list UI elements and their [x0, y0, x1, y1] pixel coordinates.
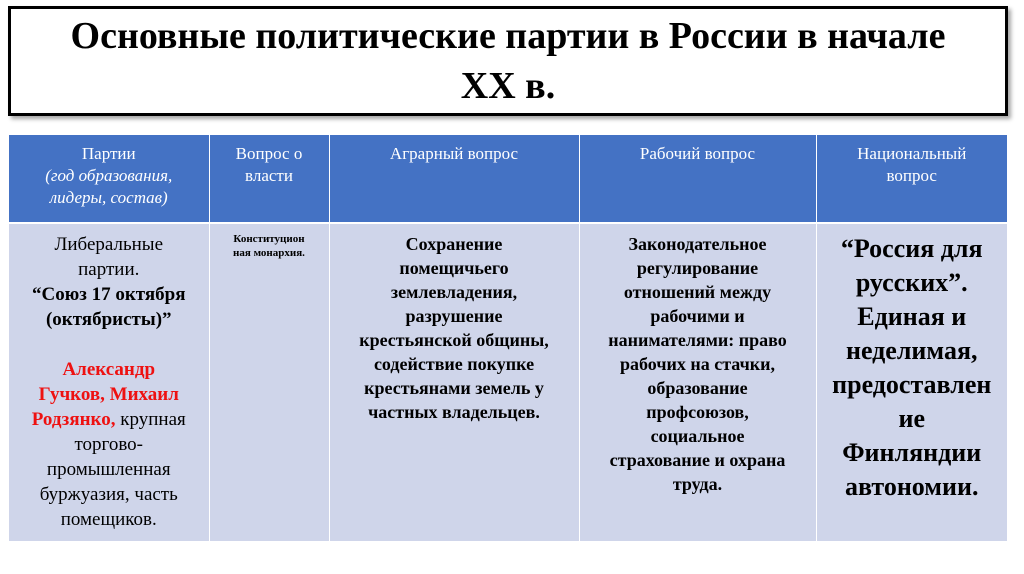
national-line: автономии. [845, 472, 979, 501]
title-line-2: XX в. [460, 65, 556, 107]
header-national [816, 135, 1007, 223]
power-line: Конституцион [233, 233, 305, 245]
cell-national [816, 223, 1007, 541]
leaders-line: Родзянко, [31, 409, 116, 430]
national-line: русских”. [855, 268, 968, 297]
agrarian-line: землевладения, [390, 282, 518, 302]
cell-party [9, 223, 209, 541]
header-power [209, 135, 329, 223]
header-labor [579, 135, 816, 223]
party-line: Либеральные [54, 234, 164, 255]
table-header-row [9, 135, 1007, 223]
national-line: неделимая, [845, 336, 978, 365]
composition-line: промышленная [46, 459, 171, 480]
party-name-line: (октябристы)” [45, 309, 172, 330]
cell-labor [579, 223, 816, 541]
title-box [8, 6, 1008, 116]
labor-line: труда. [672, 474, 723, 494]
labor-line: регулирование [636, 258, 759, 278]
header-party [9, 135, 209, 223]
labor-line: Законодательное [628, 234, 767, 254]
leaders-composition-line [15, 407, 203, 432]
agrarian-line: Сохранение [405, 234, 503, 254]
cell-power [209, 223, 329, 541]
labor-line: социальное [650, 426, 745, 446]
labor-line: отношений между [623, 282, 772, 302]
header-labor-label: Рабочий вопрос [639, 144, 756, 163]
header-national-line2: вопрос [886, 166, 937, 185]
agrarian-line: разрушение [405, 306, 503, 326]
national-line: “Россия для [840, 234, 983, 263]
party-name-line: “Союз 17 октября [31, 284, 186, 305]
header-party-label: Партии [81, 144, 136, 163]
composition-text: крупная [115, 409, 186, 430]
national-line: Единая и [857, 302, 967, 331]
party-line: партии. [78, 259, 140, 280]
agrarian-line: помещичьего [399, 258, 509, 278]
power-line: ная монархия. [233, 247, 305, 259]
header-national-line1: Национальный [857, 144, 967, 163]
header-party-sub2: лидеры, состав) [49, 188, 168, 207]
agrarian-line: крестьянами земель у [364, 378, 544, 398]
composition-line: буржуазия, часть [39, 484, 178, 505]
agrarian-line: содействие покупке [373, 354, 535, 374]
spacer [15, 332, 203, 357]
cell-agrarian [329, 223, 579, 541]
composition-line: торгово- [74, 434, 144, 455]
title-line-1: Основные политические партии в России в начале [70, 15, 946, 57]
composition-line: помещиков. [60, 509, 157, 530]
labor-line: образование [647, 378, 748, 398]
header-agrarian-label: Аграрный вопрос [389, 144, 519, 163]
national-line: предоставлен [832, 370, 992, 399]
labor-line: нанимателями: право [608, 330, 787, 350]
agrarian-line: частных владельцев. [368, 402, 540, 422]
slide-title [71, 11, 946, 111]
table-row [9, 223, 1007, 541]
labor-line: рабочими и [650, 306, 745, 326]
leaders-line: Александр [62, 359, 156, 380]
header-agrarian [329, 135, 579, 223]
labor-line: рабочих на стачки, [620, 354, 775, 374]
labor-line: профсоюзов, [646, 402, 749, 422]
agrarian-line: крестьянской общины, [359, 330, 549, 350]
parties-table [9, 135, 1007, 541]
national-line: ие [898, 404, 926, 433]
header-power-line1: Вопрос о [235, 144, 303, 163]
leaders-line: Гучков, Михаил [38, 384, 179, 405]
header-power-line2: власти [245, 166, 293, 185]
national-line: Финляндии [842, 438, 982, 467]
labor-line: страхование и охрана [609, 450, 786, 470]
header-party-sub1: (год образования, [45, 166, 173, 185]
